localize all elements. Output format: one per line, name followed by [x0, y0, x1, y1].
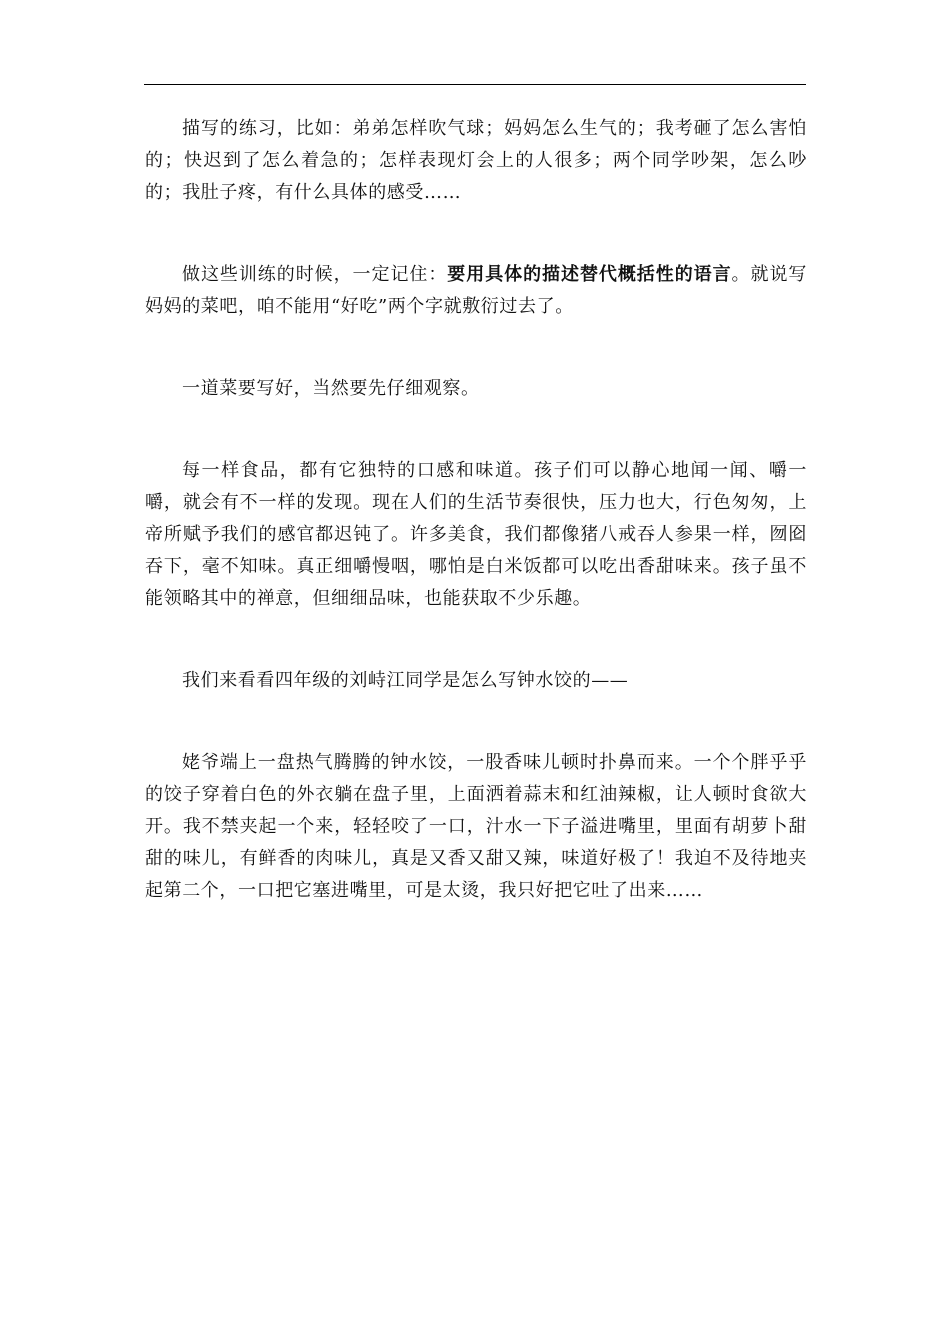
body-text — [145, 113, 807, 957]
paragraph-observe: 一道菜要写好，当然要先仔细观察。 — [182, 378, 480, 399]
header-rule — [144, 84, 806, 85]
paragraph-training-tip-after: 。就说写妈妈的菜吧，咱不能用“好吃”两个字就敷衍过去了。 — [145, 264, 807, 317]
bold-key-point: 要用具体的描述替代概括性的语言 — [447, 264, 732, 285]
paragraph-practice-examples: 描写的练习，比如：弟弟怎样吹气球；妈妈怎么生气的；我考砸了怎么害怕的；快迟到了怎么着急的；怎样表现灯会上的人很多；两个同学吵架，怎么吵的；我肚子疼，有什么具体的感受…… — [145, 118, 807, 203]
paragraph-training-tip-before: 做这些训练的时候，一定记住： — [182, 264, 448, 285]
paragraph-taste: 每一样食品，都有它独特的口感和味道。孩子们可以静心地闻一闻、嚼一嚼，就会有不一样的发现。现在人们的生活节奏很快，压力也大，行色匆匆，上帝所赋予我们的感官都迟钝了。许多美食，我们都像猪八戒吞人参果一样，囫囵吞下，毫不知味。真正细嚼慢咽，哪怕是白米饭都可以吃出香甜味来。孩子虽不能领略其中的禅意，但细细品味，也能获取不少乐趣。 — [145, 460, 807, 609]
paragraph-training-tip — [145, 259, 807, 323]
paragraph-example-intro: 我们来看看四年级的刘峙江同学是怎么写钟水饺的—— — [182, 670, 629, 691]
paragraph-example-essay: 姥爷端上一盘热气腾腾的钟水饺，一股香味儿顿时扑鼻而来。一个个胖乎乎的饺子穿着白色的外衣躺在盘子里，上面洒着蒜末和红油辣椒，让人顿时食欲大开。我不禁夹起一个来，轻轻咬了一口，汁水一下子溢进嘴里，里面有胡萝卜甜甜的味儿，有鲜香的肉味儿，真是又香又甜又辣，味道好极了！我迫不及待地夹起第二个，一口把它塞进嘴里，可是太烫，我只好把它吐了出来…… — [145, 752, 807, 901]
